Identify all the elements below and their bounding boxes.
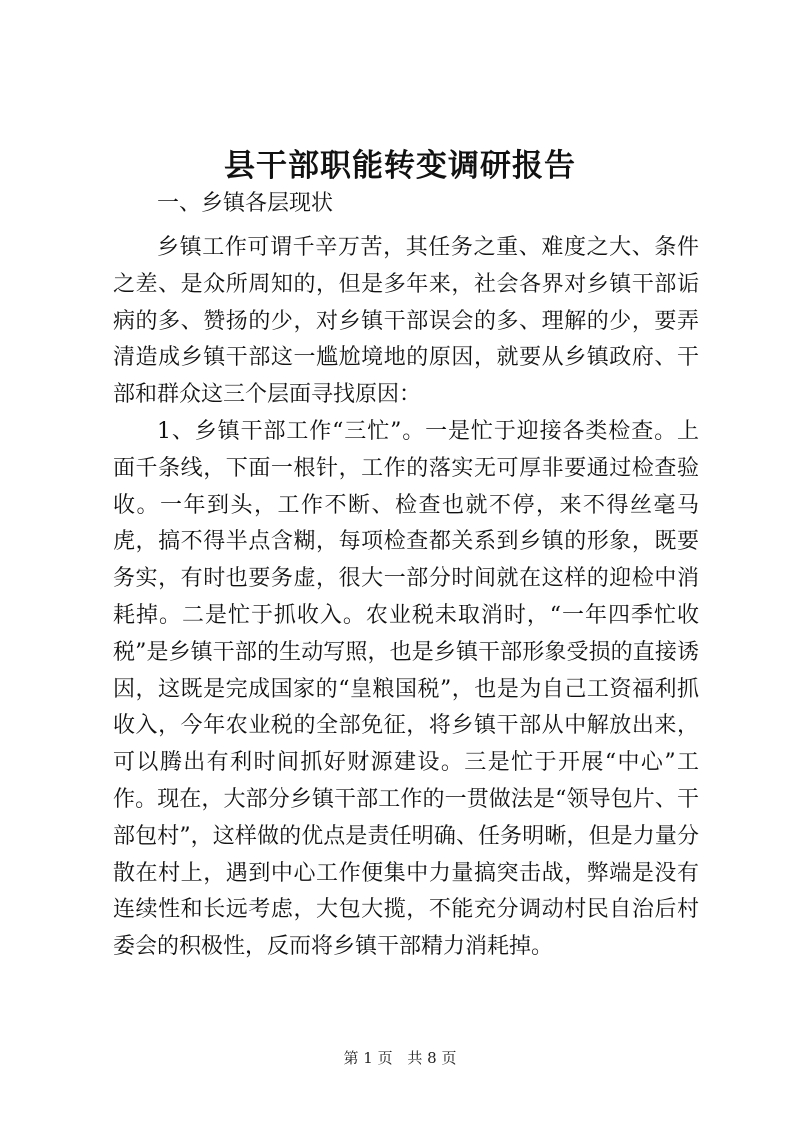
- section-heading: 一、乡镇各层现状: [157, 191, 334, 216]
- document-body: [113, 182, 699, 966]
- page-number: 第 1 页: [343, 1049, 393, 1067]
- paragraph-three-busy: 1、乡镇干部工作“三忙”。一是忙于迎接各类检查。上面千条线，下面一根针，工作的落实无可厚非要通过检查验收。一年到头，工作不断、检查也就不停，来不得丝毫马虎，搞不得半点含糊，每项检查都关系到乡镇的形象，既要务实，有时也要务虚，很大一部分时间就在这样的迎检中消耗掉。二是忙于抓收入。农业税未取消时，“一年四季忙收税”是乡镇干部的生动写照，也是乡镇干部形象受损的直接诱因，这既是完成国家的“皇粮国税”，也是为自己工资福利抓收入，今年农业税的全部免征，将乡镇干部从中解放出来，可以腾出有利时间抓好财源建设。三是忙于开展“中心”工作。现在，大部分乡镇干部工作的一贯做法是“领导包片、干部包村”，这样做的优点是责任明确、任务明晰，但是力量分散在村上，遇到中心工作便集中力量搞突击战，弊端是没有连续性和长远考虑，大包大揽，不能充分调动村民自治后村委会的积极性，反而将乡镇干部精力消耗掉。: [113, 418, 699, 960]
- page-footer: [0, 1047, 800, 1068]
- paragraph-intro: 乡镇工作可谓千辛万苦，其任务之重、难度之大、条件之差、是众所周知的，但是多年来，社会各界对乡镇干部诟病的多、赞扬的少，对乡镇干部误会的多、理解的少，要弄清造成乡镇干部这一尴尬境地的原因，就要从乡镇政府、干部和群众这三个层面寻找原因：: [113, 235, 699, 408]
- page-total: 共 8 页: [407, 1049, 457, 1067]
- page-title: 县干部职能转变调研报告: [224, 148, 576, 184]
